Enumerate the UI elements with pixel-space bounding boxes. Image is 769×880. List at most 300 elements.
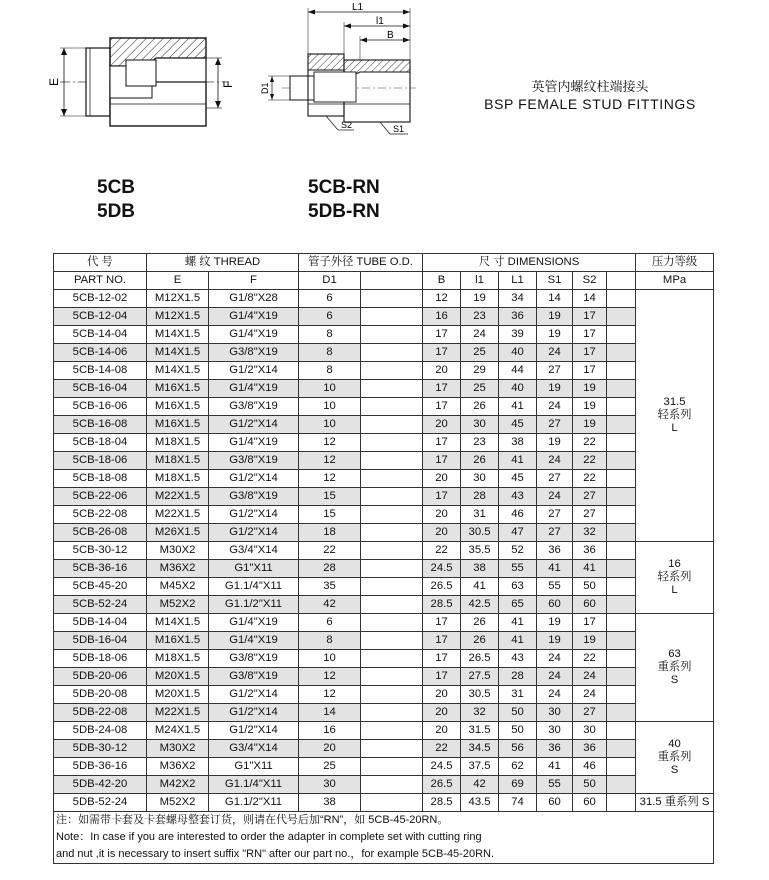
cell-d1: 25 <box>299 758 361 776</box>
cell-b: 16 <box>423 308 461 326</box>
cell-l1-big: 45 <box>499 470 537 488</box>
model-5cb-rn: 5CB-RN <box>308 177 380 198</box>
cell-s1: 19 <box>537 632 573 650</box>
model-5db-rn: 5DB-RN <box>308 201 380 222</box>
cell-s2: 30 <box>573 722 607 740</box>
cell-part-no: 5CB-16-08 <box>54 416 147 434</box>
note-en-1: Note：In case if you are interested to order the adapter in complete set with cutting ring <box>54 829 714 846</box>
cell-d1: 20 <box>299 740 361 758</box>
cell-l1-small: 37.5 <box>461 758 499 776</box>
cell-s2: 27 <box>573 506 607 524</box>
title-chinese: 英管内螺纹柱端接头 <box>531 79 649 94</box>
cell-l1-big: 50 <box>499 704 537 722</box>
cell-b: 12 <box>423 290 461 308</box>
dim-label-e: E <box>47 77 61 86</box>
cell-b: 20 <box>423 704 461 722</box>
cell-e: M26X1.5 <box>147 524 209 542</box>
cell-s1: 60 <box>537 596 573 614</box>
cell-l1-big: 36 <box>499 308 537 326</box>
note-row <box>54 812 714 830</box>
cell-part-no: 5DB-36-16 <box>54 758 147 776</box>
cell-blank <box>607 542 636 560</box>
cell-part-no: 5CB-16-06 <box>54 398 147 416</box>
cell-s1: 27 <box>537 524 573 542</box>
cell-e: M14X1.5 <box>147 326 209 344</box>
cell-blank <box>361 578 423 596</box>
table-row <box>54 488 714 506</box>
cell-d1: 16 <box>299 722 361 740</box>
cell-b: 17 <box>423 434 461 452</box>
cell-f: G1/4"X19 <box>209 434 299 452</box>
table-row <box>54 452 714 470</box>
cell-s1: 60 <box>537 794 573 812</box>
cell-blank <box>361 686 423 704</box>
cell-blank <box>361 668 423 686</box>
cell-f: G3/8"X19 <box>209 398 299 416</box>
cell-e: M12X1.5 <box>147 290 209 308</box>
cell-f: G1"X11 <box>209 758 299 776</box>
cell-f: G1/2"X14 <box>209 722 299 740</box>
cell-d1: 10 <box>299 416 361 434</box>
cell-l1-big: 43 <box>499 650 537 668</box>
cell-blank <box>607 380 636 398</box>
cell-d1: 8 <box>299 362 361 380</box>
cell-d1: 15 <box>299 506 361 524</box>
cell-part-no: 5CB-12-02 <box>54 290 147 308</box>
cell-s2: 24 <box>573 686 607 704</box>
cell-blank <box>607 578 636 596</box>
cell-blank <box>361 794 423 812</box>
cell-e: M42X2 <box>147 776 209 794</box>
cell-blank <box>607 344 636 362</box>
cell-part-no: 5CB-45-20 <box>54 578 147 596</box>
cell-blank <box>607 452 636 470</box>
cell-l1-small: 23 <box>461 308 499 326</box>
cell-l1-small: 26 <box>461 452 499 470</box>
cell-blank <box>607 326 636 344</box>
header-e: E <box>147 272 209 290</box>
cell-blank <box>607 470 636 488</box>
cell-s1: 24 <box>537 344 573 362</box>
cell-blank <box>361 362 423 380</box>
cell-f: G3/8"X19 <box>209 650 299 668</box>
cell-blank <box>361 758 423 776</box>
cell-l1-small: 25 <box>461 380 499 398</box>
cell-s1: 24 <box>537 452 573 470</box>
cell-b: 26.5 <box>423 776 461 794</box>
dim-label-l1-lower: l1 <box>376 16 384 27</box>
table-row <box>54 722 714 740</box>
cell-l1-small: 35.5 <box>461 542 499 560</box>
cell-e: M12X1.5 <box>147 308 209 326</box>
cell-e: M36X2 <box>147 758 209 776</box>
cell-s1: 14 <box>537 290 573 308</box>
cell-f: G1/4"X19 <box>209 632 299 650</box>
cell-blank <box>361 398 423 416</box>
cell-part-no: 5CB-30-12 <box>54 542 147 560</box>
cell-s2: 17 <box>573 344 607 362</box>
note-en-2: and nut ,it is necessary to insert suffix "RN" after our part no.，for example 5CB-45-20RN. <box>54 846 714 864</box>
cell-s2: 36 <box>573 740 607 758</box>
cell-s2: 22 <box>573 452 607 470</box>
cell-s2: 36 <box>573 542 607 560</box>
cell-l1-small: 24 <box>461 326 499 344</box>
cell-s2: 22 <box>573 434 607 452</box>
cell-blank <box>607 362 636 380</box>
pressure-series: 轻系列 <box>657 409 692 421</box>
cell-d1: 10 <box>299 398 361 416</box>
cell-e: M16X1.5 <box>147 380 209 398</box>
cell-b: 20 <box>423 686 461 704</box>
cell-s2: 19 <box>573 632 607 650</box>
cell-l1-big: 69 <box>499 776 537 794</box>
cell-b: 17 <box>423 326 461 344</box>
cell-blank <box>361 416 423 434</box>
cell-blank <box>361 560 423 578</box>
cell-s2: 60 <box>573 794 607 812</box>
cell-l1-big: 28 <box>499 668 537 686</box>
table-row <box>54 596 714 614</box>
cell-e: M30X2 <box>147 740 209 758</box>
cell-l1-small: 23 <box>461 434 499 452</box>
cell-part-no: 5CB-14-08 <box>54 362 147 380</box>
table-row <box>54 434 714 452</box>
cell-blank <box>607 722 636 740</box>
cell-l1-big: 41 <box>499 452 537 470</box>
cell-b: 17 <box>423 452 461 470</box>
cell-f: G1.1/4"X11 <box>209 578 299 596</box>
cell-s2: 50 <box>573 578 607 596</box>
table-row <box>54 794 714 812</box>
cell-f: G1.1/2"X11 <box>209 794 299 812</box>
cell-b: 17 <box>423 380 461 398</box>
cell-blank <box>607 632 636 650</box>
pressure-rating-cell <box>636 542 714 614</box>
cell-part-no: 5CB-22-06 <box>54 488 147 506</box>
table-row <box>54 650 714 668</box>
cell-blank <box>607 704 636 722</box>
cell-e: M22X1.5 <box>147 704 209 722</box>
pressure-code: S <box>670 674 679 686</box>
pressure-series: 重系列 <box>657 661 692 673</box>
cell-blank <box>361 452 423 470</box>
table-row <box>54 686 714 704</box>
cell-s1: 19 <box>537 434 573 452</box>
cell-s2: 60 <box>573 596 607 614</box>
table-row <box>54 524 714 542</box>
header-row-2 <box>54 272 714 290</box>
cell-s1: 30 <box>537 704 573 722</box>
cell-s1: 19 <box>537 326 573 344</box>
cell-blank <box>361 524 423 542</box>
table-row <box>54 668 714 686</box>
pressure-rating-cell <box>636 722 714 794</box>
cell-d1: 30 <box>299 776 361 794</box>
cell-l1-big: 34 <box>499 290 537 308</box>
cell-blank <box>607 416 636 434</box>
cell-d1: 12 <box>299 686 361 704</box>
cell-blank <box>607 668 636 686</box>
cell-s2: 50 <box>573 776 607 794</box>
pressure-value: 31.5 重系列 S <box>639 796 710 808</box>
cell-f: G1/2"X14 <box>209 524 299 542</box>
cell-l1-big: 62 <box>499 758 537 776</box>
cell-s1: 27 <box>537 362 573 380</box>
cell-l1-big: 50 <box>499 722 537 740</box>
cell-b: 22 <box>423 542 461 560</box>
cell-b: 17 <box>423 632 461 650</box>
cell-b: 28.5 <box>423 794 461 812</box>
cell-l1-big: 52 <box>499 542 537 560</box>
cell-blank <box>607 488 636 506</box>
cell-f: G1/4"X19 <box>209 614 299 632</box>
cell-part-no: 5CB-52-24 <box>54 596 147 614</box>
dim-label-s1: S1 <box>393 124 405 134</box>
cell-e: M30X2 <box>147 542 209 560</box>
cell-blank <box>607 758 636 776</box>
cell-l1-small: 19 <box>461 290 499 308</box>
cell-e: M52X2 <box>147 794 209 812</box>
cell-b: 20 <box>423 524 461 542</box>
header-b: B <box>423 272 461 290</box>
cell-l1-small: 30 <box>461 470 499 488</box>
cell-s1: 27 <box>537 506 573 524</box>
cell-s2: 22 <box>573 650 607 668</box>
cell-s1: 19 <box>537 614 573 632</box>
cell-b: 17 <box>423 344 461 362</box>
cell-blank <box>361 434 423 452</box>
cell-l1-small: 42.5 <box>461 596 499 614</box>
cell-e: M20X1.5 <box>147 686 209 704</box>
cell-part-no: 5CB-12-04 <box>54 308 147 326</box>
cell-blank <box>607 614 636 632</box>
cell-l1-big: 44 <box>499 362 537 380</box>
cell-s1: 27 <box>537 470 573 488</box>
cell-s2: 24 <box>573 668 607 686</box>
cell-f: G3/4"X14 <box>209 740 299 758</box>
cell-blank <box>361 290 423 308</box>
cell-b: 24.5 <box>423 758 461 776</box>
cell-l1-small: 26.5 <box>461 650 499 668</box>
cell-f: G3/8"X19 <box>209 488 299 506</box>
cell-l1-small: 38 <box>461 560 499 578</box>
cell-l1-small: 30.5 <box>461 524 499 542</box>
header-d1: D1 <box>299 272 361 290</box>
table-row <box>54 560 714 578</box>
cell-b: 17 <box>423 650 461 668</box>
cell-part-no: 5DB-22-08 <box>54 704 147 722</box>
cell-d1: 15 <box>299 488 361 506</box>
cell-l1-big: 45 <box>499 416 537 434</box>
cell-b: 20 <box>423 506 461 524</box>
cell-s1: 24 <box>537 686 573 704</box>
cell-blank <box>607 308 636 326</box>
cell-l1-small: 30.5 <box>461 686 499 704</box>
cell-d1: 18 <box>299 524 361 542</box>
cell-d1: 6 <box>299 308 361 326</box>
dim-label-b: B <box>387 30 394 41</box>
drawing-5cb-rn-5db-rn <box>252 0 420 150</box>
cell-s2: 17 <box>573 362 607 380</box>
cell-l1-big: 40 <box>499 380 537 398</box>
cell-s2: 19 <box>573 416 607 434</box>
cell-b: 20 <box>423 722 461 740</box>
cell-blank <box>361 542 423 560</box>
cell-blank <box>361 632 423 650</box>
cell-d1: 38 <box>299 794 361 812</box>
cell-b: 20 <box>423 470 461 488</box>
header-s2: S2 <box>573 272 607 290</box>
cell-l1-big: 55 <box>499 560 537 578</box>
cell-blank <box>361 740 423 758</box>
cell-s1: 24 <box>537 398 573 416</box>
cell-blank <box>361 506 423 524</box>
cell-f: G1/2"X14 <box>209 362 299 380</box>
note-cn: 注：如需带卡套及卡套螺母整套订货，则请在代号后加“RN”，如 5CB-45-20RN。 <box>54 812 714 830</box>
cell-f: G1/2"X14 <box>209 686 299 704</box>
cell-s1: 30 <box>537 722 573 740</box>
cell-blank <box>361 650 423 668</box>
header-s1: S1 <box>537 272 573 290</box>
cell-d1: 10 <box>299 380 361 398</box>
cell-d1: 35 <box>299 578 361 596</box>
cell-b: 17 <box>423 614 461 632</box>
header-dimensions: 尺 寸 DIMENSIONS <box>423 254 636 272</box>
cell-s1: 55 <box>537 776 573 794</box>
cell-blank <box>607 650 636 668</box>
cell-part-no: 5DB-14-04 <box>54 614 147 632</box>
cell-f: G1/4"X19 <box>209 308 299 326</box>
cell-s2: 27 <box>573 704 607 722</box>
cell-f: G1.1/2"X11 <box>209 596 299 614</box>
cell-blank <box>607 686 636 704</box>
cell-part-no: 5CB-22-08 <box>54 506 147 524</box>
cell-l1-small: 28 <box>461 488 499 506</box>
cell-blank <box>361 704 423 722</box>
cell-s2: 19 <box>573 380 607 398</box>
table-row <box>54 290 714 308</box>
cell-blank <box>607 290 636 308</box>
cell-e: M16X1.5 <box>147 632 209 650</box>
cell-blank <box>361 776 423 794</box>
cell-d1: 8 <box>299 344 361 362</box>
dim-label-f: F <box>221 80 235 88</box>
cell-blank <box>607 776 636 794</box>
cell-s1: 41 <box>537 758 573 776</box>
cell-b: 17 <box>423 488 461 506</box>
cell-l1-big: 39 <box>499 326 537 344</box>
cell-l1-small: 32 <box>461 704 499 722</box>
cell-l1-small: 25 <box>461 344 499 362</box>
header-tube-od: 管子外径 TUBE O.D. <box>299 254 423 272</box>
cell-d1: 22 <box>299 542 361 560</box>
header-part-no: PART NO. <box>54 272 147 290</box>
cell-s1: 19 <box>537 308 573 326</box>
cell-s2: 19 <box>573 398 607 416</box>
cell-s2: 17 <box>573 326 607 344</box>
cell-e: M16X1.5 <box>147 398 209 416</box>
cell-blank <box>607 398 636 416</box>
cell-e: M45X2 <box>147 578 209 596</box>
cell-part-no: 5DB-20-06 <box>54 668 147 686</box>
dim-label-s2: S2 <box>341 120 353 130</box>
table-row <box>54 344 714 362</box>
cell-e: M20X1.5 <box>147 668 209 686</box>
cell-part-no: 5DB-16-04 <box>54 632 147 650</box>
cell-f: G1/2"X14 <box>209 704 299 722</box>
cell-l1-small: 42 <box>461 776 499 794</box>
table-row <box>54 704 714 722</box>
cell-blank <box>361 596 423 614</box>
cell-l1-big: 40 <box>499 344 537 362</box>
cell-f: G1/4"X19 <box>209 326 299 344</box>
table-row <box>54 362 714 380</box>
cell-part-no: 5CB-14-04 <box>54 326 147 344</box>
cell-blank <box>361 470 423 488</box>
dim-label-l1-upper: L1 <box>352 2 364 13</box>
header-row-1 <box>54 254 714 272</box>
pressure-code: L <box>671 422 678 434</box>
cell-f: G1/2"X14 <box>209 470 299 488</box>
header-blank-2 <box>607 272 636 290</box>
cell-f: G1/2"X14 <box>209 416 299 434</box>
header-blank <box>361 272 423 290</box>
cell-l1-small: 31.5 <box>461 722 499 740</box>
cell-l1-big: 41 <box>499 614 537 632</box>
cell-l1-big: 56 <box>499 740 537 758</box>
cell-s2: 22 <box>573 470 607 488</box>
cell-blank <box>607 506 636 524</box>
table-row <box>54 542 714 560</box>
cell-blank <box>361 308 423 326</box>
cell-e: M52X2 <box>147 596 209 614</box>
drawing-5cb-5db <box>46 28 246 140</box>
cell-l1-big: 31 <box>499 686 537 704</box>
cell-l1-small: 43.5 <box>461 794 499 812</box>
pressure-value: 63 <box>668 648 681 660</box>
cell-part-no: 5CB-18-04 <box>54 434 147 452</box>
table-row <box>54 758 714 776</box>
cell-s2: 41 <box>573 560 607 578</box>
pressure-value: 16 <box>668 558 681 570</box>
cell-f: G3/8"X19 <box>209 452 299 470</box>
cell-e: M22X1.5 <box>147 506 209 524</box>
cell-e: M18X1.5 <box>147 452 209 470</box>
cell-l1-small: 34.5 <box>461 740 499 758</box>
cell-e: M14X1.5 <box>147 614 209 632</box>
cell-blank <box>607 560 636 578</box>
header-l1-small: l1 <box>461 272 499 290</box>
pressure-rating-cell <box>636 290 714 542</box>
header-code-cn: 代 号 <box>54 254 147 272</box>
header-thread: 螺 纹 THREAD <box>147 254 299 272</box>
cell-d1: 28 <box>299 560 361 578</box>
cell-l1-big: 41 <box>499 632 537 650</box>
cell-b: 22 <box>423 740 461 758</box>
header-pressure-cn: 压力等级 <box>636 254 714 272</box>
cell-part-no: 5CB-16-04 <box>54 380 147 398</box>
table-row <box>54 380 714 398</box>
cell-f: G3/4"X14 <box>209 542 299 560</box>
cell-blank <box>361 722 423 740</box>
cell-d1: 6 <box>299 290 361 308</box>
model-group-left <box>97 176 135 224</box>
cell-l1-small: 29 <box>461 362 499 380</box>
model-group-right <box>308 176 380 224</box>
cell-l1-small: 27.5 <box>461 668 499 686</box>
cell-s2: 27 <box>573 488 607 506</box>
cell-l1-big: 74 <box>499 794 537 812</box>
